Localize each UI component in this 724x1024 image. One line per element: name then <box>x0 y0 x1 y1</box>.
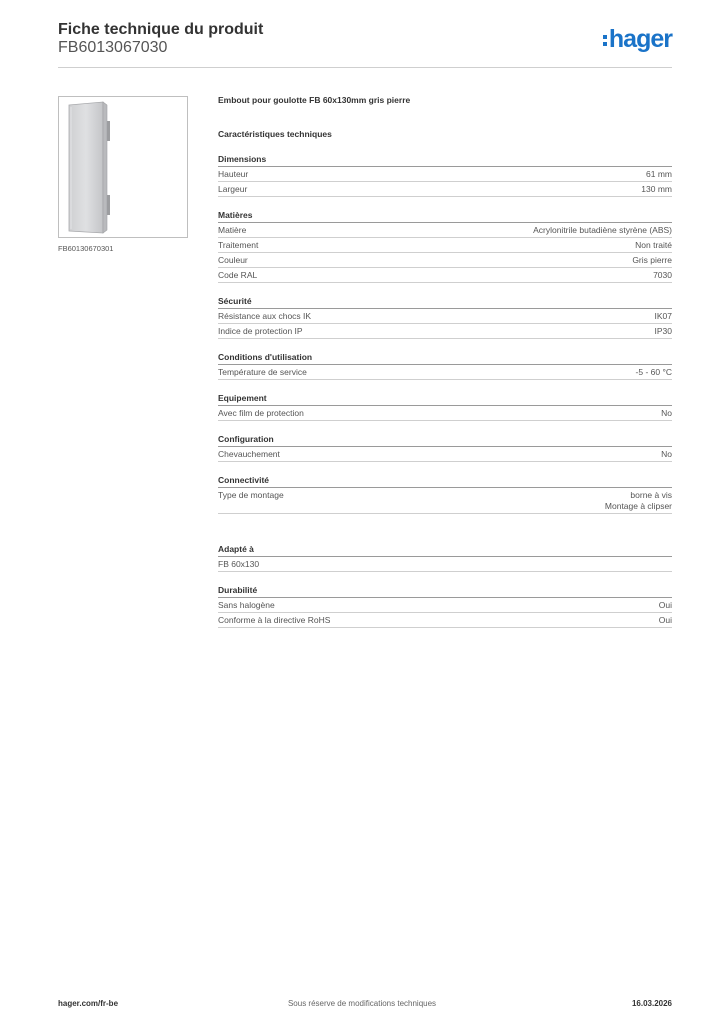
spec-label: Largeur <box>218 184 248 194</box>
spec-row <box>218 182 672 197</box>
page-title: Fiche technique du produit <box>58 21 264 38</box>
spec-section <box>218 352 672 380</box>
spec-value <box>636 367 672 378</box>
spec-label: Code RAL <box>218 270 258 280</box>
header-divider <box>58 67 672 68</box>
spec-value <box>632 255 672 266</box>
spec-value <box>641 184 672 195</box>
spec-value <box>635 240 672 251</box>
spec-value-line: Acrylonitrile butadiène styrène (ABS) <box>533 225 672 235</box>
spec-row <box>218 365 672 380</box>
spec-label: Température de service <box>218 367 307 377</box>
spec-label: Résistance aux chocs IK <box>218 311 312 321</box>
spec-row <box>218 253 672 268</box>
section-title: Conditions d'utilisation <box>218 352 672 365</box>
spec-value <box>605 490 672 512</box>
spec-row <box>218 557 672 572</box>
spec-row <box>218 406 672 421</box>
spec-title: Caractéristiques techniques <box>218 129 332 139</box>
spec-sections <box>218 154 672 628</box>
spec-value-line: IK07 <box>654 311 672 321</box>
spec-section <box>218 154 672 197</box>
spec-value <box>661 449 672 460</box>
spec-label: FB 60x130 <box>218 559 260 569</box>
spec-value <box>661 408 672 419</box>
spec-section <box>218 585 672 628</box>
spec-value-line: 7030 <box>653 270 672 280</box>
spec-row <box>218 613 672 628</box>
spec-value <box>533 225 672 236</box>
logo-dots-icon <box>603 35 607 46</box>
spec-label: Type de montage <box>218 490 284 500</box>
spec-row <box>218 268 672 283</box>
section-title: Configuration <box>218 434 672 447</box>
image-caption: FB60130670301 <box>58 244 114 253</box>
spec-value-line: No <box>661 408 672 418</box>
section-title: Sécurité <box>218 296 672 309</box>
spec-section <box>218 393 672 421</box>
spec-section <box>218 544 672 572</box>
spec-label: Hauteur <box>218 169 249 179</box>
spec-value <box>653 270 672 281</box>
spec-row <box>218 488 672 514</box>
spec-value-line: IP30 <box>654 326 672 336</box>
spec-section <box>218 475 672 514</box>
spec-value-line: Oui <box>658 600 672 610</box>
spec-value-line: 61 mm <box>646 169 672 179</box>
spec-value-line: No <box>661 449 672 459</box>
spec-value <box>655 311 673 322</box>
spec-value <box>659 600 672 611</box>
spec-label: Conforme à la directive RoHS <box>218 615 331 625</box>
spec-section <box>218 296 672 339</box>
product-name: Embout pour goulotte FB 60x130mm gris pierre <box>218 95 411 105</box>
hager-logo <box>603 27 672 52</box>
spec-value <box>646 169 672 180</box>
spec-label: Traitement <box>218 240 259 250</box>
spec-label: Chevauchement <box>218 449 280 459</box>
spec-value-line: Montage à clipser <box>604 501 672 511</box>
spec-row <box>218 309 672 324</box>
footer-date: 16.03.2026 <box>631 999 672 1008</box>
spec-label: Matière <box>218 225 247 235</box>
spec-row <box>218 324 672 339</box>
spec-label: Couleur <box>218 255 248 265</box>
spec-row <box>218 447 672 462</box>
spec-section <box>218 434 672 462</box>
section-title: Adapté à <box>218 544 672 557</box>
spec-label: Sans halogène <box>218 600 275 610</box>
spec-value-line: Non traité <box>635 240 672 250</box>
product-image <box>58 96 188 238</box>
section-title: Durabilité <box>218 585 672 598</box>
spec-value-line: -5 - 60 °C <box>635 367 672 377</box>
section-title: Matières <box>218 210 672 223</box>
cable-duct-end-cap-icon <box>59 97 187 237</box>
spec-content <box>218 95 672 628</box>
section-title: Connectivité <box>218 475 672 488</box>
spec-section <box>218 210 672 283</box>
spec-label: Avec film de protection <box>218 408 304 418</box>
footer-notice: Sous réserve de modifications techniques <box>287 999 437 1008</box>
spec-row <box>218 167 672 182</box>
product-reference: FB6013067030 <box>58 39 168 56</box>
spec-value <box>659 615 672 626</box>
spec-label: Indice de protection IP <box>218 326 303 336</box>
spec-value <box>655 326 673 337</box>
section-title: Equipement <box>218 393 672 406</box>
spec-value-line: borne à vis <box>630 490 672 500</box>
spec-value-line: 130 mm <box>641 184 672 194</box>
footer-website[interactable]: hager.com/fr-be <box>58 999 119 1008</box>
spec-row <box>218 223 672 238</box>
section-title: Dimensions <box>218 154 672 167</box>
spec-value-line: Gris pierre <box>632 255 672 265</box>
spec-value-line: Oui <box>658 615 672 625</box>
logo-text: hager <box>608 25 672 53</box>
spec-row <box>218 598 672 613</box>
spec-row <box>218 238 672 253</box>
